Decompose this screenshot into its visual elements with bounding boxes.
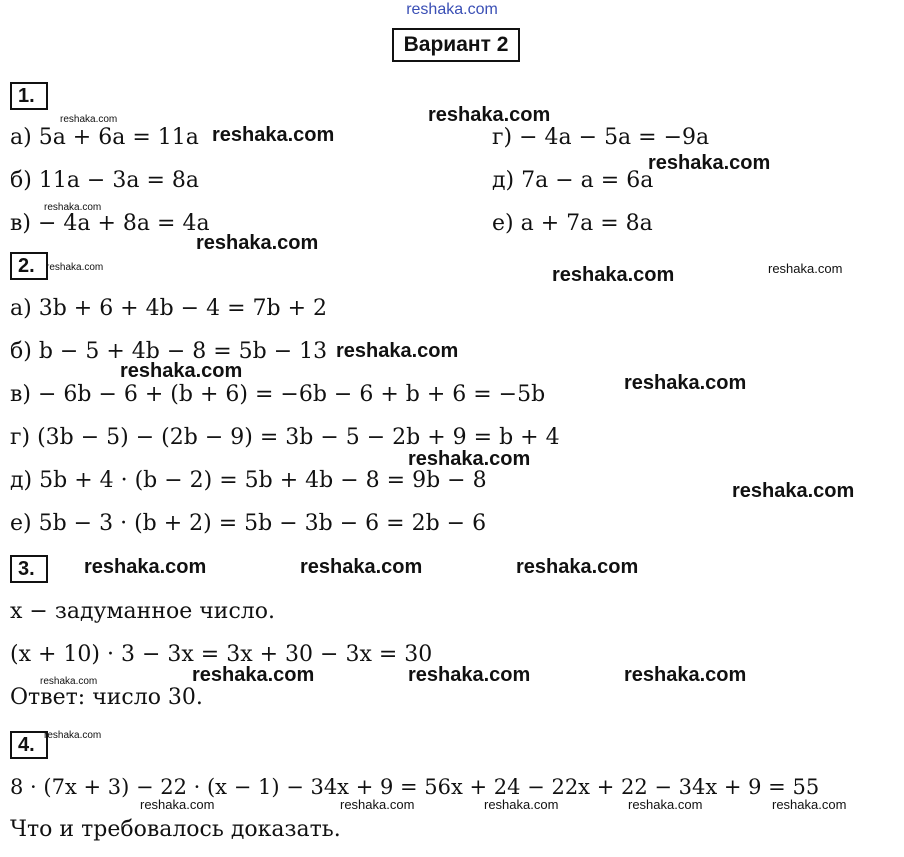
task1-b: б) 11a − 3a = 8a	[10, 168, 199, 193]
watermark: reshaka.com	[648, 152, 771, 174]
watermark: reshaka.com	[628, 797, 703, 812]
watermark: reshaka.com	[428, 104, 551, 126]
task1-g: г) − 4a − 5a = −9a	[492, 125, 710, 150]
watermark: reshaka.com	[732, 480, 855, 502]
task3-number: 3.	[10, 555, 48, 583]
task2-e: е) 5b − 3 · (b + 2) = 5b − 3b − 6 = 2b − 6	[10, 511, 487, 536]
watermark: reshaka.com	[84, 556, 207, 578]
watermark: reshaka.com	[768, 261, 843, 276]
task4-line2: Что и требовалось доказать.	[10, 817, 341, 842]
task2-a: а) 3b + 6 + 4b − 4 = 7b + 2	[10, 296, 328, 321]
watermark: reshaka.com	[340, 797, 415, 812]
watermark: reshaka.com	[408, 664, 531, 686]
task2-b: б) b − 5 + 4b − 8 = 5b − 13	[10, 339, 328, 364]
watermark: reshaka.com	[516, 556, 639, 578]
watermark: reshaka.com	[336, 340, 459, 362]
task4-number: 4.	[10, 731, 48, 759]
task1-e: е) a + 7a = 8a	[492, 211, 653, 236]
task1-v: в) − 4a + 8a = 4a	[10, 211, 210, 236]
watermark: reshaka.com	[60, 114, 118, 125]
watermark: reshaka.com	[44, 202, 102, 213]
watermark: reshaka.com	[300, 556, 423, 578]
variant-title: Вариант 2	[392, 28, 520, 62]
task1-d: д) 7a − a = 6a	[492, 168, 654, 193]
task1-a: а) 5a + 6a = 11a	[10, 125, 199, 150]
watermark: reshaka.com	[140, 797, 215, 812]
task2-d: д) 5b + 4 · (b − 2) = 5b + 4b − 8 = 9b − 8	[10, 468, 487, 493]
task3-line1: x − задуманное число.	[10, 599, 275, 624]
task2-v: в) − 6b − 6 + (b + 6) = −6b − 6 + b + 6 = −5b	[10, 382, 546, 407]
watermark: reshaka.com	[40, 676, 98, 687]
task3-answer: Ответ: число 30.	[10, 685, 203, 710]
watermark: reshaka.com	[624, 372, 747, 394]
watermark: reshaka.com	[772, 797, 847, 812]
watermark: reshaka.com	[212, 124, 335, 146]
watermark-top: reshaka.com	[406, 1, 498, 18]
task4-line1: 8 · (7x + 3) − 22 · (x − 1) − 34x + 9 = 56x + 24 − 22x + 22 − 34x + 9 = 55	[10, 775, 820, 799]
task2-g: г) (3b − 5) − (2b − 9) = 3b − 5 − 2b + 9 = b + 4	[10, 425, 560, 450]
task1-number: 1.	[10, 82, 48, 110]
watermark: reshaka.com	[552, 264, 675, 286]
watermark: reshaka.com	[192, 664, 315, 686]
task2-number: 2.	[10, 252, 48, 280]
watermark: reshaka.com	[408, 448, 531, 470]
watermark: reshaka.com	[46, 262, 104, 273]
watermark: reshaka.com	[484, 797, 559, 812]
watermark: reshaka.com	[624, 664, 747, 686]
watermark: reshaka.com	[120, 360, 243, 382]
watermark: reshaka.com	[44, 730, 102, 741]
watermark: reshaka.com	[196, 232, 319, 254]
task3-line2: (x + 10) · 3 − 3x = 3x + 30 − 3x = 30	[10, 642, 433, 667]
